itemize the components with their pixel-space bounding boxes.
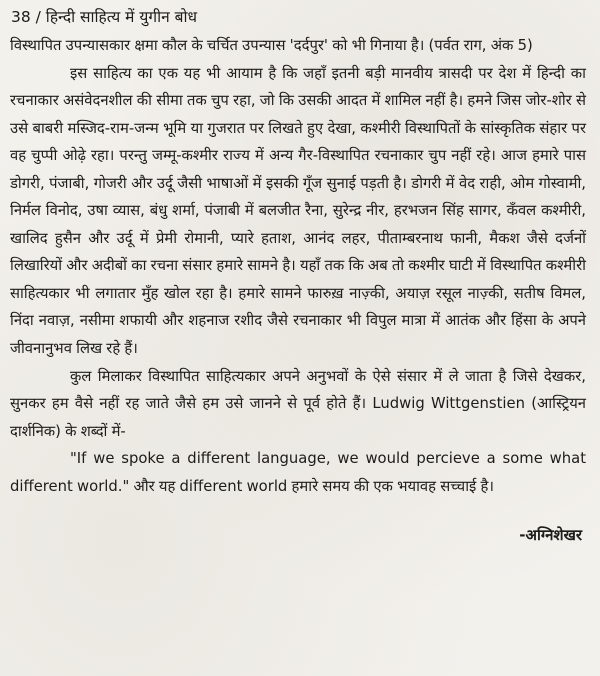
paragraph-regional-writers: इस साहित्य का एक यह भी आयाम है कि जहाँ इतनी बड़ी मानवीय त्रासदी पर देश में हिन्दी का रचनाकार असंवेदनशील की सीमा तक चुप रहा, जो कि उसकी आदत में शामिल नहीं है। हमने जिस जोर-शोर से उसे बाबरी मस्जिद-राम-जन्म भूमि या गुजरात पर लिखते हुए देखा, कश्मीरी विस्थापितों के सांस्कृतिक संहार पर वह चुप्पी ओढ़े रहा। परन्तु जम्मू-कश्मीर राज्य में अन्य गैर-विस्थापित रचनाकार चुप नहीं रहे। आज हमारे पास डोगरी, पंजाबी, गोजरी और उर्दू जैसी भाषाओं में इसकी गूँज सुनाई पड़ती है। डोगरी में वेद राही, ओम गोस्वामी, निर्मल विनोद, उषा व्यास, बंधु शर्मा, पंजाबी में बलजीत रैना, सुरेन्द्र नीर, हरभजन सिंह सागर, कँवल कश्मीरी, खालिद हुसैन और उर्दू में प्रेमी रोमानी, प्यारे हताश, आनंद लहर, पीताम्बरनाथ फानी, मैकश जैसे दर्जनों लिखारियों और अदीबों का रचना संसार हमारे सामने है। यहाँ तक कि अब तो कश्मीर घाटी में विस्थापित कश्मीरी साहित्यकार भी लगातार मुँह खोल रहा है। हमारे सामने फारुख़ नाज़्की, अयाज़ रसूल नाज़्की, सतीष विमल, निंदा नवाज़, नसीमा शफायी और शहनाज रशीद जैसे रचनाकार भी विपुल मात्रा में आतंक और हिंसा के अपने जीवनानुभव लिख रहे हैं। xyxy=(10,64,586,358)
page-header: 38 / हिन्दी साहित्य में युगीन बोध xyxy=(11,8,198,26)
paragraph-quote: "If we spoke a different language, we would percieve a some what different world." और यह different world हमारे समय की एक भयावह सच्चाई है। xyxy=(10,450,586,495)
author-signature: -अग्निशेखर xyxy=(519,526,582,545)
paragraph-citation: विस्थापित उपन्यासकार क्षमा कौल के चर्चित उपन्यास 'दर्दपुर' को भी गिनाया है। (पर्वत राग, अंक 5) xyxy=(10,37,533,54)
paragraph-conclusion: कुल मिलाकर विस्थापित साहित्यकार अपने अनुभवों के ऐसे संसार में ले जाता है जिसे देखकर, सुनकर हम वैसे नहीं रह जाते जैसे हम उसे जानने से पूर्व होते हैं। Ludwig Wittgenstien (आस्ट्रियन दार्शनिक) के शब्दों में- xyxy=(10,367,586,440)
page-body xyxy=(10,32,586,500)
